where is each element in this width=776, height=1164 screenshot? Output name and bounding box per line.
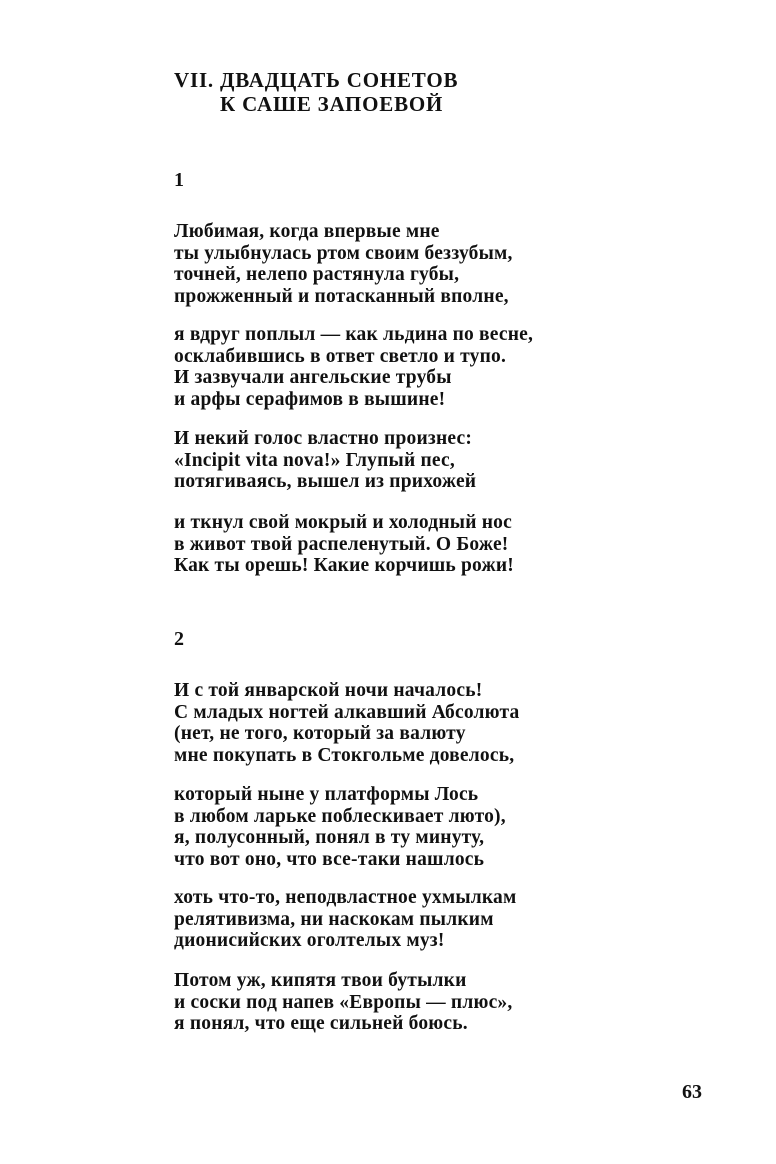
verse-line: дионисийских оголтелых муз! [174,930,445,952]
verse-line: ты улыбнулась ртом своим беззубым, [174,242,513,264]
page-number: 63 [682,1081,702,1103]
verse-line: «Incipit vita nova!» Глупый пес, [174,449,455,471]
chapter-title [174,68,458,116]
verse-line: что вот оно, что все-таки нашлось [174,849,485,871]
verse-line: Потом уж, кипятя твои бутылки [174,970,467,991]
verse-line: потягиваясь, вышел из прихожей [174,471,477,493]
verse-line: мне покупать в Стокгольме довелось, [174,745,515,767]
sonnet-1-stanza-1 [174,221,513,308]
verse-line: С младых ногтей алкавший Абсолюта [174,701,520,723]
sonnet-2-number: 2 [174,628,184,650]
sonnet-2-stanza-4 [174,970,512,1035]
chapter-title-line-2: К САШЕ ЗАПОЕВОЙ [220,92,444,116]
verse-line: релятивизма, ни наскокам пылким [174,908,494,930]
sonnet-1-number: 1 [174,169,184,191]
sonnet-2-stanza-1 [174,680,519,767]
verse-line: И зазвучали ангельские трубы [174,367,452,389]
verse-line: осклабившись в ответ светло и тупо. [174,345,507,367]
verse-line: хоть что-то, неподвластное ухмылкам [174,887,517,908]
sonnet-2-stanza-3 [174,887,516,952]
verse-line: в живот твой распеленутый. О Боже! [174,533,509,555]
verse-line: И с той январской ночи началось! [174,680,483,701]
verse-line: (нет, не того, который за валюту [174,723,466,745]
sonnet-1-stanza-3 [174,428,476,493]
sonnet-1-stanza-2 [174,324,533,411]
sonnet-2-stanza-2 [174,784,506,871]
verse-line: и соски под напев «Европы — плюс», [174,991,513,1013]
chapter-title-line-1: VII. ДВАДЦАТЬ СОНЕТОВ [174,68,459,92]
verse-line: прожженный и потасканный вполне, [174,286,509,308]
verse-line: в любом ларьке поблескивает люто), [174,805,506,827]
verse-line: и ткнул свой мокрый и холодный нос [174,512,512,533]
verse-line: И некий голос властно произнес: [174,428,473,449]
verse-line: Как ты орешь! Какие корчишь рожи! [174,555,514,577]
verse-line: который ныне у платформы Лось [174,784,479,805]
verse-line: я вдруг поплыл — как льдина по весне, [174,324,534,345]
verse-line: я, полусонный, понял в ту минуту, [174,827,485,849]
verse-line: точней, нелепо растянула губы, [174,264,460,286]
sonnet-1-stanza-4 [174,512,514,577]
verse-line: и арфы серафимов в вышине! [174,389,446,411]
verse-line: я понял, что еще сильней боюсь. [174,1013,468,1035]
verse-line: Любимая, когда впервые мне [174,221,440,242]
